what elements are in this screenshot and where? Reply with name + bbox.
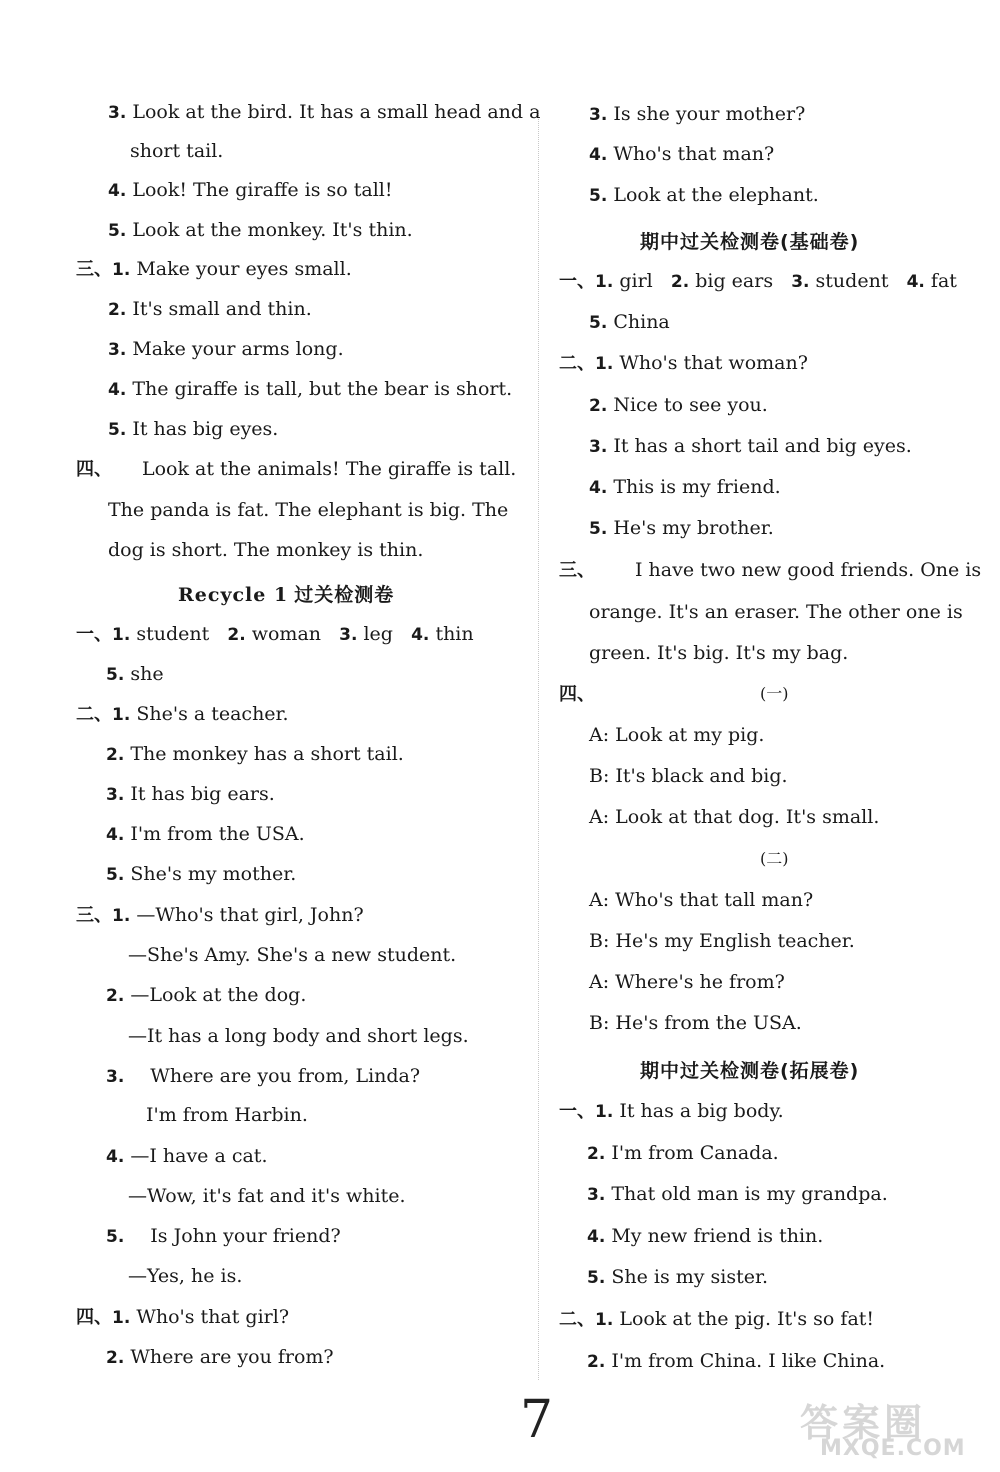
answer-line: 一、1. It has a big body. [559, 1100, 784, 1122]
answer-line: dog is short. The monkey is thin. [108, 539, 424, 561]
answer-line: 3. It has big ears. [106, 783, 275, 805]
answer-line: 三、1. Make your eyes small. [76, 258, 352, 280]
dialogue-line: B: He's from the USA. [589, 1012, 802, 1034]
answer-line: 3. Make your arms long. [108, 338, 344, 360]
dialogue-line: A: Look at that dog. It's small. [589, 806, 880, 828]
answer-line: 2. I'm from China. I like China. [587, 1350, 886, 1372]
answer-line: 4. —I have a cat. [106, 1145, 268, 1167]
answer-line: 2. I'm from Canada. [587, 1142, 779, 1164]
answer-line: 5. It has big eyes. [108, 418, 279, 440]
answer-line: 二、1. She's a teacher. [76, 703, 289, 725]
section-heading-recycle1: Recycle 1 过关检测卷 [178, 584, 395, 606]
answer-line: 二、1. Who's that woman? [559, 352, 808, 374]
page-number: 7 [520, 1390, 554, 1450]
answer-line: 四、1. Who's that girl? [76, 1306, 290, 1328]
answer-line: 二、1. Look at the pig. It's so fat! [559, 1308, 875, 1330]
answer-line: —Wow, it's fat and it's white. [128, 1185, 406, 1207]
answer-line: 四、 Look at the animals! The giraffe is tall. [76, 458, 517, 480]
answer-line: 2. The monkey has a short tail. [106, 743, 404, 765]
dialogue-line: A: Where's he from? [589, 971, 785, 993]
answer-line: 4. My new friend is thin. [587, 1225, 824, 1247]
answer-line: The panda is fat. The elephant is big. The [108, 499, 509, 521]
answer-line: —It has a long body and short legs. [128, 1025, 469, 1047]
answer-line: 2. —Look at the dog. [106, 984, 307, 1006]
answer-line: 3. It has a short tail and big eyes. [589, 435, 912, 457]
section-heading-midterm-extended: 期中过关检测卷(拓展卷) [640, 1060, 860, 1082]
answer-line: 3. Where are you from, Linda? [106, 1065, 421, 1087]
answer-line: 三、 I have two new good friends. One is [559, 559, 982, 581]
part-label: (二) [760, 849, 789, 868]
answer-line: 一、1. girl 2. big ears 3. student 4. fat [559, 270, 957, 292]
answer-line: 2. Where are you from? [106, 1346, 334, 1368]
answer-line: —She's Amy. She's a new student. [128, 944, 457, 966]
answer-line: 5. she [106, 663, 164, 685]
dialogue-line: A: Who's that tall man? [589, 889, 814, 911]
answer-line: 四、 [559, 684, 595, 705]
answer-line: 5. She's my mother. [106, 863, 297, 885]
answer-line: 5. Look at the elephant. [589, 184, 819, 206]
answer-line: 4. Who's that man? [589, 143, 775, 165]
answer-line: I'm from Harbin. [146, 1104, 308, 1126]
answer-line: green. It's big. It's my bag. [589, 642, 849, 664]
watermark-url: MXQE.COM [820, 1436, 966, 1461]
answer-line: 3. That old man is my grandpa. [587, 1183, 888, 1205]
answer-line: 3. Is she your mother? [589, 103, 806, 125]
answer-line: orange. It's an eraser. The other one is [589, 601, 963, 623]
answer-line: 4. I'm from the USA. [106, 823, 305, 845]
watermark-logo [800, 1392, 995, 1464]
part-label: (一) [760, 684, 789, 703]
answer-line: —Yes, he is. [128, 1265, 243, 1287]
answer-line: 3. Look at the bird. It has a small head and a [108, 101, 541, 123]
watermark-text: 答案圈 [800, 1401, 927, 1445]
section-heading-midterm-basic: 期中过关检测卷(基础卷) [640, 231, 860, 253]
answer-line: 5. Is John your friend? [106, 1225, 341, 1247]
answer-line: 2. Nice to see you. [589, 394, 768, 416]
column-divider [538, 110, 539, 1380]
dialogue-line: B: It's black and big. [589, 765, 788, 787]
answer-line: 2. It's small and thin. [108, 298, 312, 320]
answer-line: 4. Look! The giraffe is so tall! [108, 179, 393, 201]
answer-line: 5. Look at the monkey. It's thin. [108, 219, 413, 241]
dialogue-line: A: Look at my pig. [589, 724, 765, 746]
answer-line: 5. She is my sister. [587, 1266, 769, 1288]
answer-line: short tail. [130, 140, 224, 162]
answer-line: 5. He's my brother. [589, 517, 774, 539]
dialogue-line: B: He's my English teacher. [589, 930, 855, 952]
answer-line: 4. The giraffe is tall, but the bear is short. [108, 378, 513, 400]
answer-line: 三、1. —Who's that girl, John? [76, 904, 364, 926]
answer-line: 4. This is my friend. [589, 476, 781, 498]
answer-line: 一、1. student 2. woman 3. leg 4. thin [76, 623, 474, 645]
answer-line: 5. China [589, 311, 670, 333]
